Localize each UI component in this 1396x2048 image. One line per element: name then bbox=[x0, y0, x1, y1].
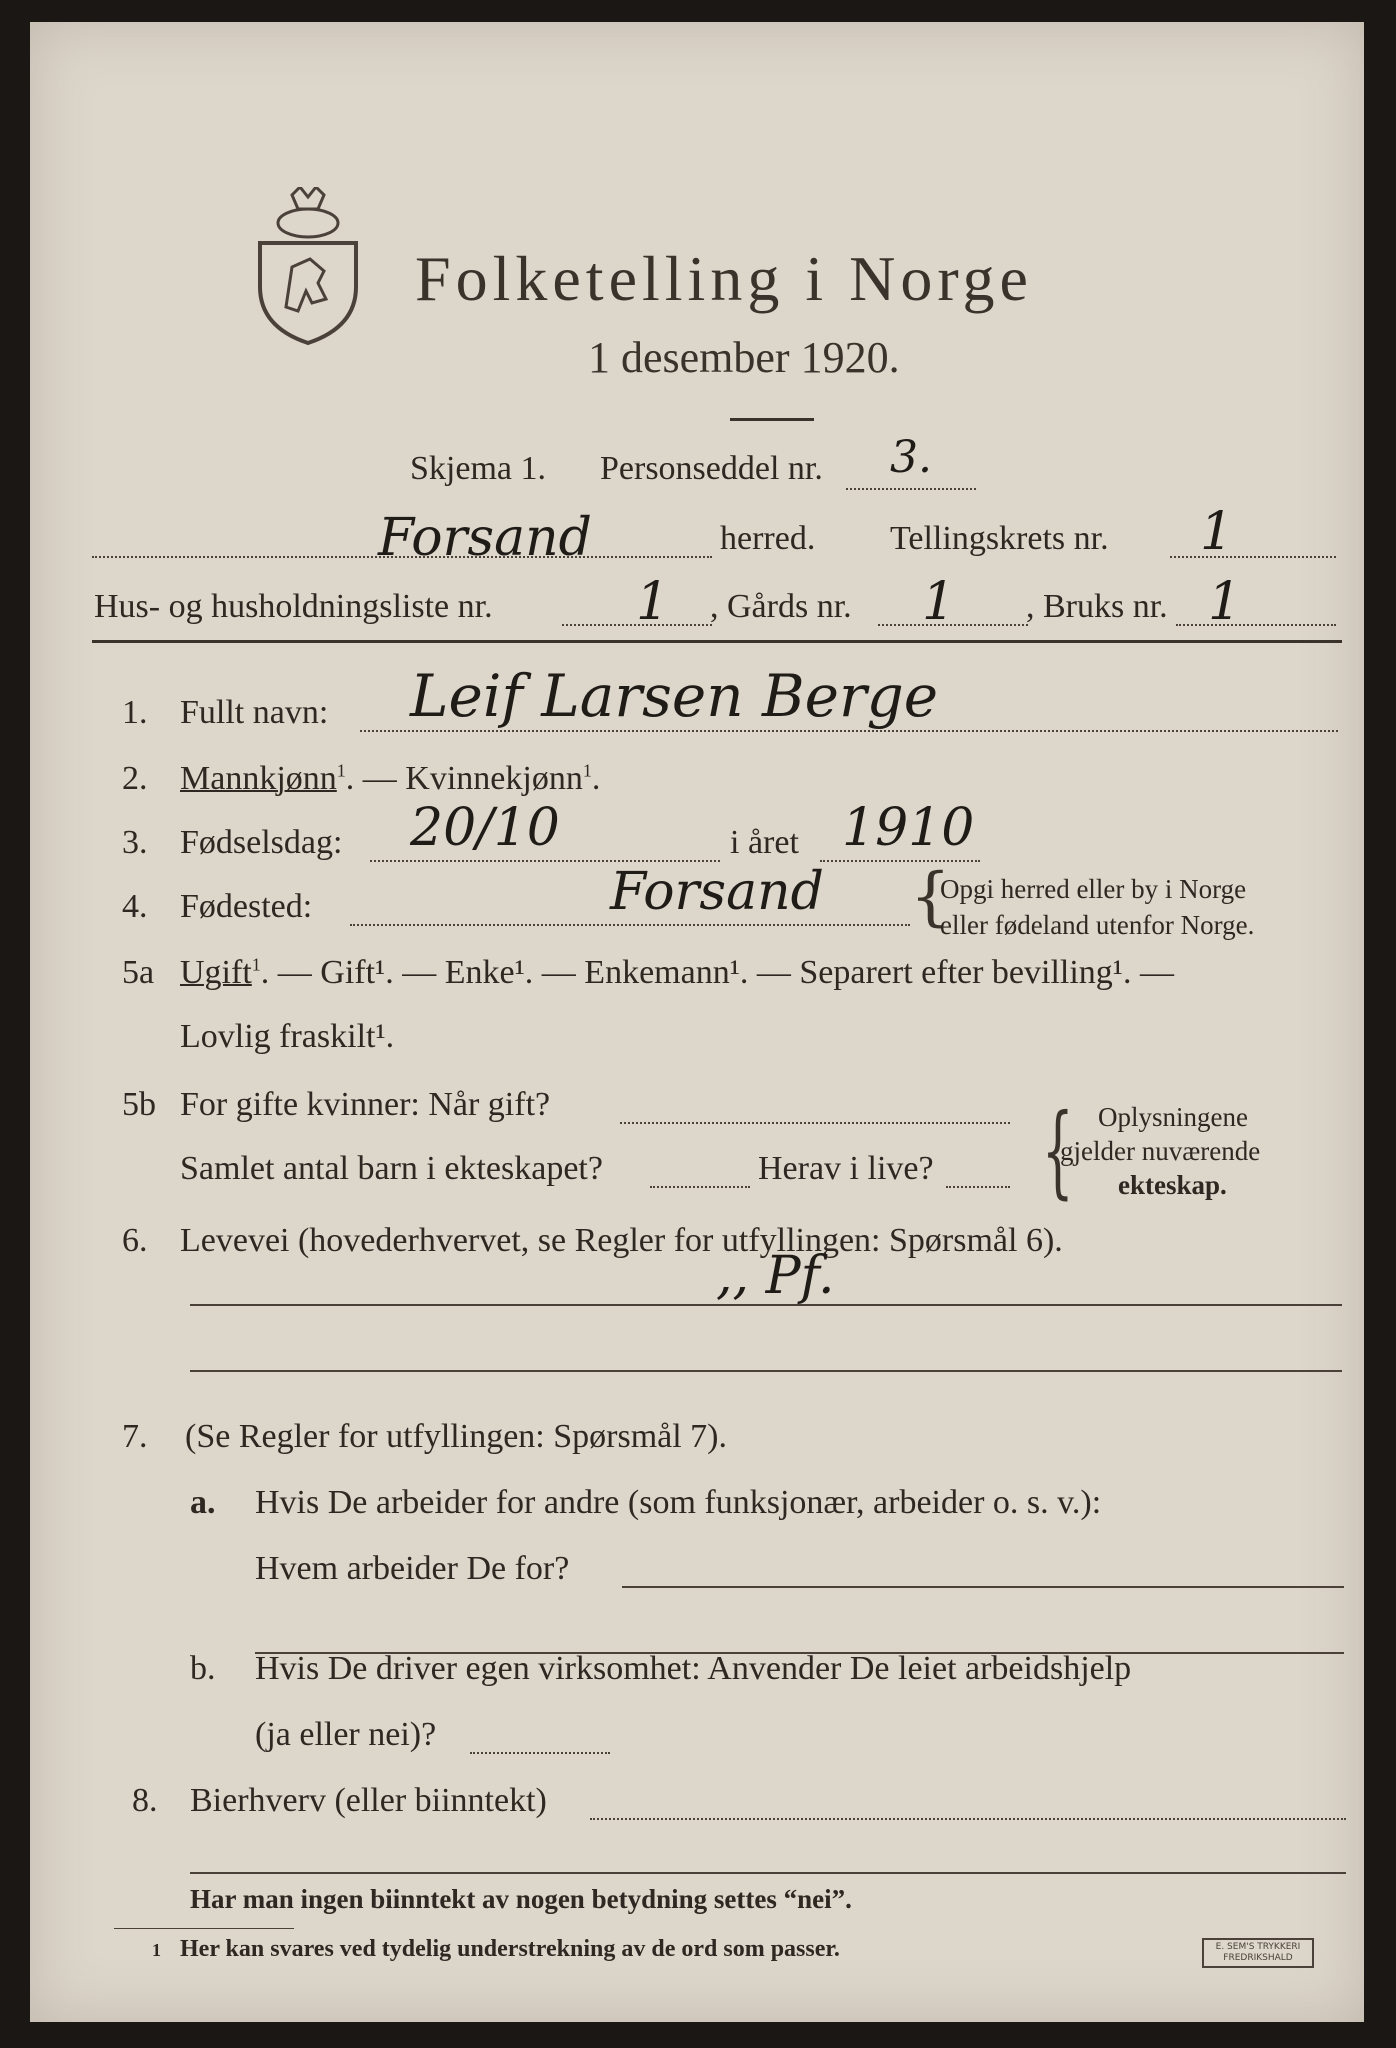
printer-stamp-text: E. SEM'S TRYKKERI FREDRIKSHALD bbox=[1215, 1942, 1301, 1963]
header-separator bbox=[92, 640, 1342, 643]
personseddel-field[interactable] bbox=[846, 488, 976, 490]
skjema-label: Skjema 1. bbox=[410, 450, 546, 487]
option-lovlig-fraskilt[interactable]: Lovlig fraskilt¹. bbox=[180, 1018, 395, 1055]
herred-value: Forsand bbox=[378, 508, 592, 568]
q5b-number: 5b bbox=[122, 1086, 156, 1123]
q7a-label: Hvis De arbeider for andre (som funksjonær, arbeider o. s. v.): bbox=[255, 1484, 1102, 1521]
employer-label: Hvem arbeider De for? bbox=[255, 1550, 570, 1587]
period: . bbox=[591, 760, 601, 797]
footnote-mark: 1 bbox=[251, 954, 261, 975]
bruks-value: 1 bbox=[1208, 572, 1242, 632]
option-kvinnekjonn[interactable]: Kvinnekjønn bbox=[405, 760, 583, 797]
marriage-note-2: gjelder nuværende bbox=[1060, 1136, 1261, 1166]
q2-number: 2. bbox=[122, 760, 148, 797]
footnote-number: 1 bbox=[152, 1940, 161, 1960]
birthplace-value: Forsand bbox=[610, 862, 824, 922]
q1-number: 1. bbox=[122, 694, 148, 731]
q6-number: 6. bbox=[122, 1222, 148, 1259]
marital-status-options bbox=[180, 954, 1174, 992]
bruks-label: , Bruks nr. bbox=[1026, 588, 1168, 625]
q7-number: 7. bbox=[122, 1418, 148, 1455]
side-income-label: Bierhverv (eller biinntekt) bbox=[190, 1782, 547, 1819]
hired-help-field[interactable] bbox=[470, 1752, 610, 1754]
title-divider bbox=[730, 418, 814, 421]
bruks-field[interactable] bbox=[1176, 624, 1336, 626]
occupation-label: Levevei (hovederhvervet, se Regler for utfyllingen: Spørsmål 6). bbox=[180, 1222, 1063, 1259]
birthplace-note-2: eller fødeland utenfor Norge. bbox=[940, 910, 1255, 940]
personseddel-value: 3. bbox=[890, 432, 932, 483]
footnote-rule bbox=[114, 1928, 294, 1929]
hired-help-label: (ja eller nei)? bbox=[255, 1716, 437, 1753]
full-name-value: Leif Larsen Berge bbox=[410, 662, 939, 730]
page-title: Folketelling i Norge bbox=[415, 243, 1033, 314]
children-alive-field[interactable] bbox=[946, 1186, 1010, 1188]
footnote-text: Her kan svares ved tydelig understrekning av de ord som passer. bbox=[180, 1936, 840, 1962]
marriage-note-1: Oplysningene bbox=[1098, 1102, 1248, 1132]
husholdningsliste-label: Hus- og husholdningsliste nr. bbox=[94, 588, 493, 625]
tellingskrets-field[interactable] bbox=[1170, 556, 1336, 558]
full-name-label: Fullt navn: bbox=[180, 694, 329, 731]
side-income-field[interactable] bbox=[590, 1818, 1346, 1820]
occupation-field-2[interactable] bbox=[190, 1370, 1342, 1372]
occupation-value: ,, Pf. bbox=[716, 1246, 835, 1306]
birthday-value: 20/10 bbox=[410, 798, 560, 858]
full-name-field[interactable] bbox=[360, 730, 1338, 732]
census-date: 1 desember 1920. bbox=[588, 333, 900, 382]
side-income-field-2[interactable] bbox=[190, 1872, 1346, 1874]
option-mannkjonn[interactable]: Mannkjønn bbox=[180, 760, 337, 797]
tellingskrets-value: 1 bbox=[1200, 502, 1234, 562]
separator: . — bbox=[345, 760, 406, 797]
gards-value: 1 bbox=[922, 572, 956, 632]
census-form bbox=[30, 22, 1364, 2022]
marital-options-rest[interactable]: . — Gift¹. — Enke¹. — Enkemann¹. — Separert efter bevilling¹. — bbox=[260, 954, 1174, 991]
q5a-number: 5a bbox=[122, 954, 155, 991]
q8-number: 8. bbox=[132, 1782, 158, 1819]
gards-label: , Gårds nr. bbox=[710, 588, 852, 625]
husholdningsliste-value: 1 bbox=[636, 572, 670, 632]
employer-field-1[interactable] bbox=[622, 1586, 1344, 1588]
birthplace-field[interactable] bbox=[350, 924, 910, 926]
birth-year-value: 1910 bbox=[842, 798, 975, 858]
option-ugift[interactable]: Ugift bbox=[180, 954, 252, 991]
birthplace-note-1: Opgi herred eller by i Norge bbox=[940, 874, 1247, 904]
marriage-brace: { bbox=[1041, 1092, 1074, 1209]
children-total-field[interactable] bbox=[650, 1186, 750, 1188]
footnote-mark: 1 bbox=[336, 760, 346, 781]
married-when-field[interactable] bbox=[620, 1122, 1010, 1124]
coat-of-arms-icon bbox=[252, 187, 364, 347]
personseddel-label: Personseddel nr. bbox=[600, 450, 823, 487]
children-alive-label: Herav i live? bbox=[758, 1150, 934, 1187]
footer-note: Har man ingen biinntekt av nogen betydning settes “nei”. bbox=[190, 1884, 852, 1914]
tellingskrets-label: Tellingskrets nr. bbox=[890, 520, 1109, 557]
sex-options bbox=[180, 760, 600, 798]
birth-year-field[interactable] bbox=[820, 860, 980, 862]
footnote-mark: 1 bbox=[582, 760, 592, 781]
herred-label: herred. bbox=[720, 520, 816, 557]
birthplace-label: Fødested: bbox=[180, 888, 313, 925]
q7a-number: a. bbox=[190, 1484, 216, 1521]
married-when-label: For gifte kvinner: Når gift? bbox=[180, 1086, 551, 1123]
children-total-label: Samlet antal barn i ekteskapet? bbox=[180, 1150, 603, 1187]
q7b-label-visible: Hvis De driver egen virksomhet: Anvender De leiet arbeidshjelp bbox=[255, 1650, 1132, 1687]
q3-number: 3. bbox=[122, 824, 148, 861]
marriage-note-3: ekteskap. bbox=[1118, 1170, 1227, 1200]
q7b-number: b. bbox=[190, 1650, 216, 1687]
printer-stamp bbox=[1202, 1938, 1314, 1968]
q4-number: 4. bbox=[122, 888, 148, 925]
birthplace-brace: { bbox=[910, 860, 951, 934]
birthday-label: Fødselsdag: bbox=[180, 824, 343, 861]
q7-label: (Se Regler for utfyllingen: Spørsmål 7). bbox=[185, 1418, 728, 1455]
birth-year-label: i året bbox=[730, 824, 799, 861]
